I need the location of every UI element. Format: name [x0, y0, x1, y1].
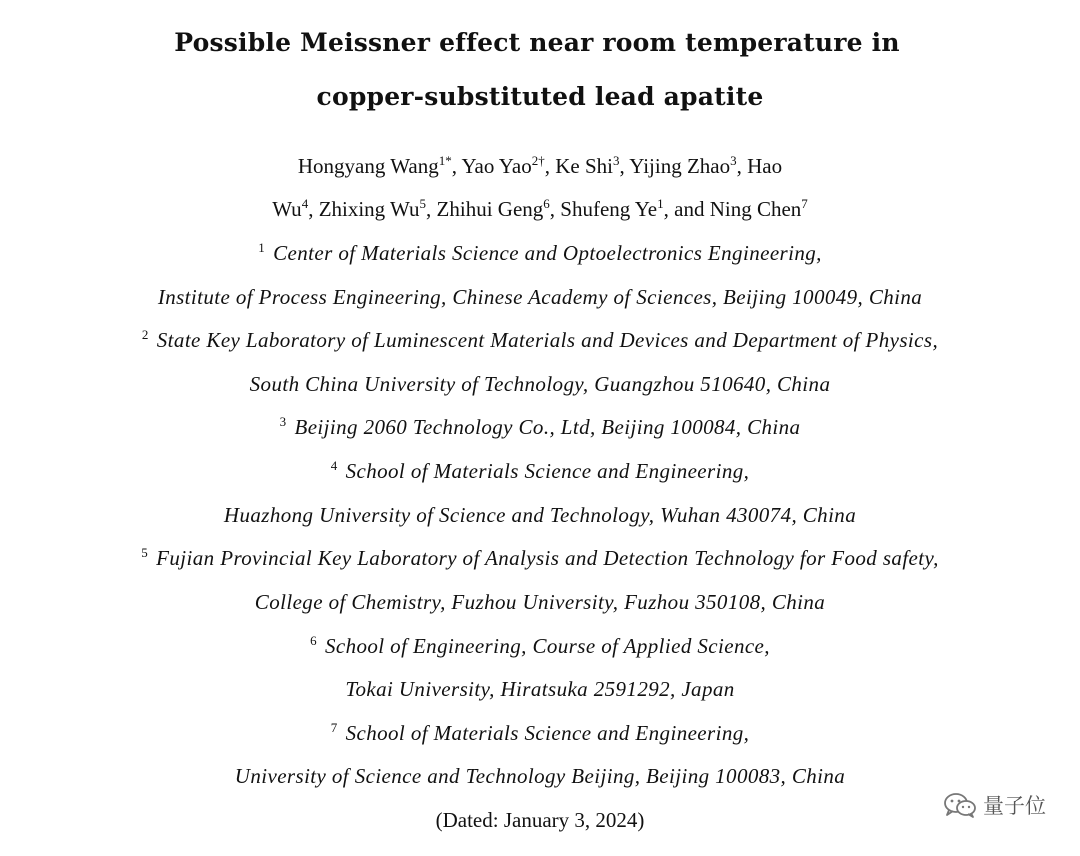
author-name-part-2: Wu	[272, 197, 302, 221]
affiliation-number: 5	[141, 545, 149, 560]
affiliation-number: 3	[279, 414, 287, 429]
affiliation-number: 6	[310, 633, 317, 648]
affiliation-4-line-2: Huazhong University of Science and Technology, Wuhan 430074, China	[223, 503, 857, 527]
author-name-part-1: Hao	[747, 154, 783, 178]
affiliation-text: Center of Materials Science and Optoelectronics Engineering,	[273, 241, 822, 265]
author-name: Zhihui Geng	[436, 197, 544, 221]
author-separator: ,	[308, 197, 319, 221]
author-sup: 5	[419, 196, 427, 211]
author-sup: 7	[801, 196, 808, 211]
affiliation-number: 4	[330, 458, 338, 473]
author-line-1	[0, 154, 1080, 179]
affiliation-number: 2	[141, 327, 149, 342]
affiliation-text: Fujian Provincial Key Laboratory of Analysis and Detection Technology for Food safety,	[156, 546, 939, 570]
affiliation-6-line-1	[0, 634, 1080, 659]
author-separator: ,	[736, 154, 748, 178]
author-name: Ning Chen	[709, 197, 802, 221]
author-name: Yijing Zhao	[629, 154, 731, 178]
affiliation-text: State Key Laboratory of Luminescent Materials and Devices and Department of Physics,	[156, 328, 939, 352]
author-name: Hongyang Wang	[297, 154, 439, 178]
affiliation-text: School of Materials Science and Engineering,	[345, 721, 750, 745]
author-separator: ,	[426, 197, 437, 221]
author-separator: ,	[451, 154, 462, 178]
author-separator: , and	[663, 197, 710, 221]
paper-title-line-2: copper-substituted lead apatite	[316, 82, 764, 111]
author-line-2	[0, 197, 1080, 222]
affiliation-5-line-2: College of Chemistry, Fuzhou University, Fuzhou 350108, China	[254, 590, 826, 614]
author-name: Ke Shi	[555, 154, 613, 178]
author-sup: 2†	[531, 153, 545, 168]
author-name: Shufeng Ye	[560, 197, 658, 221]
author-name: Zhixing Wu	[318, 197, 420, 221]
author-separator: ,	[544, 154, 556, 178]
affiliation-number: 1	[258, 240, 266, 255]
watermark-label: 量子位	[983, 794, 1046, 818]
affiliation-text: School of Engineering, Course of Applied Science,	[324, 634, 770, 658]
affiliation-1-line-1	[0, 241, 1080, 266]
author-separator: ,	[549, 197, 561, 221]
wechat-icon	[943, 791, 977, 819]
author-sup: 3	[730, 153, 737, 168]
watermark	[943, 790, 1046, 820]
affiliation-3-line-1	[0, 415, 1080, 440]
affiliation-number: 7	[330, 720, 338, 735]
author-sup: 6	[543, 196, 550, 211]
affiliation-5-line-1	[0, 546, 1080, 571]
affiliation-6-line-2: Tokai University, Hiratsuka 2591292, Japan	[345, 677, 735, 701]
affiliation-7-line-2: University of Science and Technology Beijing, Beijing 100083, China	[234, 764, 846, 788]
author-sup: 1*	[438, 153, 452, 168]
affiliation-2-line-2: South China University of Technology, Guangzhou 510640, China	[249, 372, 831, 396]
affiliation-4-line-1	[0, 459, 1080, 484]
affiliation-1-line-2: Institute of Process Engineering, Chinese Academy of Sciences, Beijing 100049, China	[157, 285, 923, 309]
dated-line: (Dated: January 3, 2024)	[435, 808, 645, 832]
author-sup: 4	[301, 196, 309, 211]
affiliation-7-line-1	[0, 721, 1080, 746]
author-sup: 3	[612, 153, 620, 168]
author-separator: ,	[619, 154, 630, 178]
affiliation-2-line-1	[0, 328, 1080, 353]
affiliation-text: School of Materials Science and Engineering,	[345, 459, 750, 483]
affiliation-text: Beijing 2060 Technology Co., Ltd, Beijing 100084, China	[294, 415, 801, 439]
author-sup: 1	[657, 196, 664, 211]
author-name: Yao Yao	[461, 154, 532, 178]
paper-title-line-1: Possible Meissner effect near room temperature in	[174, 28, 900, 57]
